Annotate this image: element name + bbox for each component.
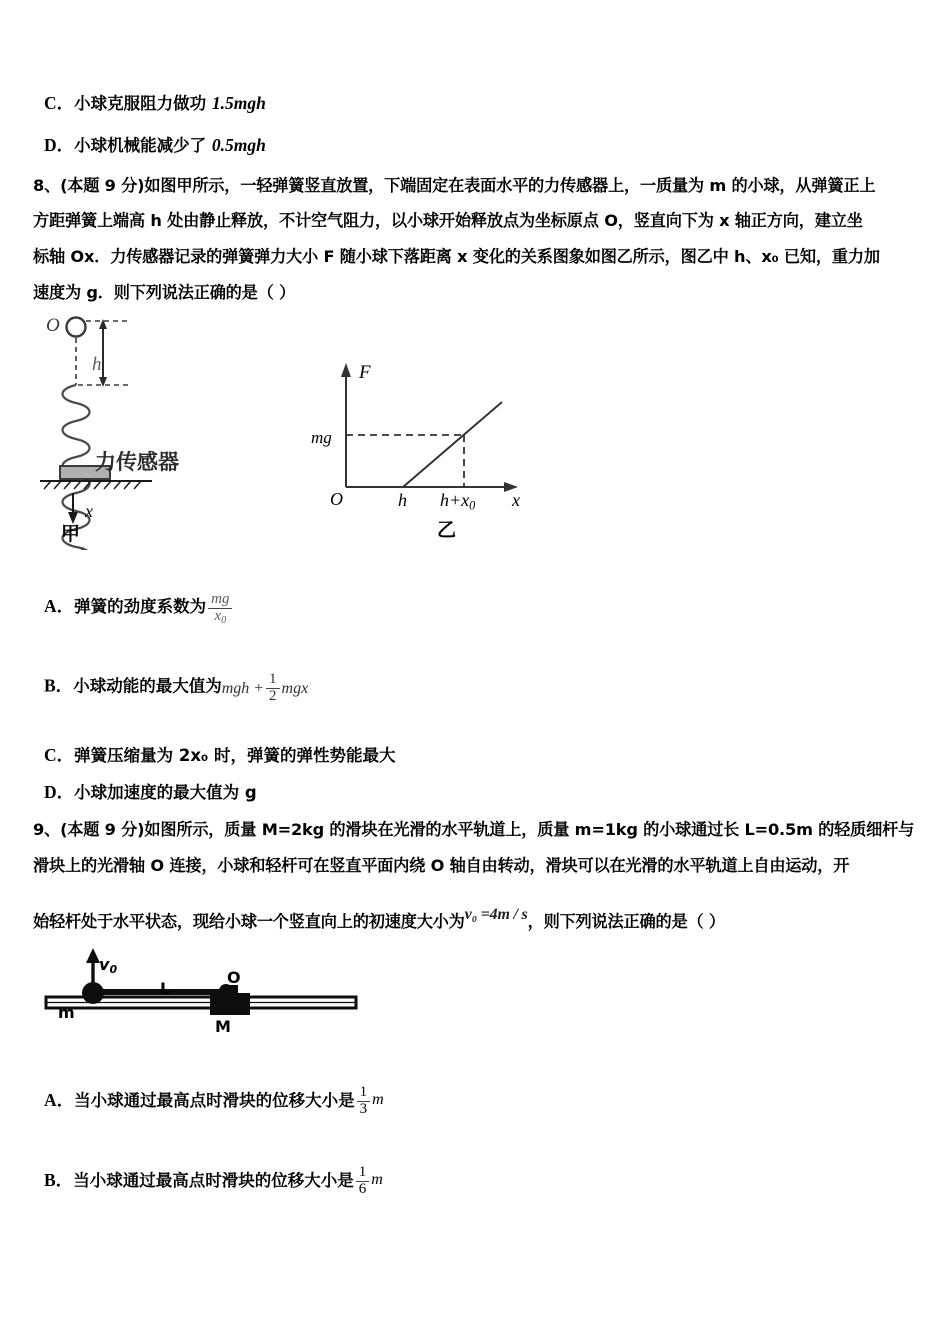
ground-hatching bbox=[44, 481, 141, 489]
option-label: C． bbox=[44, 745, 75, 765]
option-row-9b bbox=[44, 1165, 383, 1198]
ball-circle bbox=[67, 318, 86, 337]
question-8-line-1 bbox=[33, 172, 875, 196]
fraction-one-sixth: $\frac{1}{6}$ bbox=[356, 1165, 370, 1198]
option-formula: 0.5mgh bbox=[211, 135, 266, 155]
figure-block-label-M: M bbox=[215, 1017, 231, 1036]
graph-data-line bbox=[403, 402, 502, 487]
question-8-line-3: 标轴 Ox．力传感器记录的弹簧弹力大小 F 随小球下落距离 x 变化的关系图象如图乙所示，图乙中 h、x₀ 已知，重力加 bbox=[33, 247, 880, 266]
figure-jia-height-label: h bbox=[92, 354, 102, 375]
option-label: D． bbox=[44, 135, 75, 155]
figure-jia-origin-label: O bbox=[46, 315, 60, 336]
option-formula: 1.5mgh bbox=[211, 93, 266, 113]
option-text: 弹簧的劲度系数为 bbox=[74, 596, 207, 616]
question-9-body-post: ，则下列说法正确的是（ ） bbox=[527, 912, 725, 931]
figure-jia-caption: 甲 bbox=[61, 523, 81, 545]
option-row-8b bbox=[44, 672, 308, 705]
option-row-9a bbox=[44, 1085, 384, 1118]
option-row-8d bbox=[44, 779, 257, 806]
option-text: 当小球通过最高点时滑块的位移大小是 bbox=[73, 1170, 354, 1190]
question-8-score: (本题 9 分) bbox=[60, 176, 145, 195]
option-text: 弹簧压缩量为 2x₀ 时，弹簧的弹性势能最大 bbox=[74, 746, 396, 765]
figure-ball-label-m: m bbox=[58, 1003, 75, 1022]
figure-yi-y-axis-label: F bbox=[359, 362, 371, 383]
figure-yi-x-tick-h: h bbox=[398, 490, 407, 510]
figure-yi-origin-label: O bbox=[330, 489, 343, 509]
question-9-score: (本题 9 分) bbox=[60, 820, 145, 839]
option-text: 小球加速度的最大值为 g bbox=[74, 783, 257, 802]
graph-y-arrowhead bbox=[341, 363, 351, 377]
option-text: 小球动能的最大值为 bbox=[73, 676, 222, 696]
option-label: B． bbox=[44, 1169, 74, 1190]
unit-meter: m bbox=[371, 1171, 383, 1189]
figure-yi-x-axis-label: x bbox=[512, 490, 520, 510]
figure-slider-rod-ball bbox=[40, 945, 370, 1035]
fraction-one-half: $\frac{1}{2}$ bbox=[266, 672, 280, 705]
figure-jia-sensor-label: 力传感器 bbox=[95, 450, 179, 474]
fraction-one-third: $\frac{1}{3}$ bbox=[357, 1085, 371, 1118]
option-label: C． bbox=[44, 93, 75, 113]
velocity-arrowhead bbox=[86, 948, 100, 963]
figure-yi-mg-tick-label: mg bbox=[311, 428, 332, 447]
option-text: 当小球通过最高点时滑块的位移大小是 bbox=[74, 1090, 355, 1110]
option-label: D． bbox=[44, 782, 75, 802]
figure-velocity-label: v0 bbox=[99, 955, 118, 976]
question-9-body: 如图所示，质量 M=2kg 的滑块在光滑的水平轨道上，质量 m=1kg 的小球通过长 L=0.5m 的轻质细杆与 bbox=[144, 820, 915, 839]
figure-jia-x-label: x bbox=[85, 501, 93, 521]
expression-kinetic-energy: mgh + $\frac{1}{2}$ mgx bbox=[221, 671, 309, 704]
question-9-number: 9、 bbox=[33, 820, 61, 839]
option-row-prev-d bbox=[44, 132, 266, 159]
question-8-line-4: 速度为 g．则下列说法正确的是（ ） bbox=[33, 283, 296, 302]
option-row-8a bbox=[44, 592, 234, 626]
question-8-line-2: 方距弹簧上端高 h 处由静止释放，不计空气阻力，以小球开始释放点为坐标原点 O，竖直向下为 x 轴正方向，建立坐 bbox=[33, 211, 863, 230]
initial-velocity-formula: v₀ =4m / s bbox=[464, 906, 528, 923]
option-label: A． bbox=[44, 595, 75, 616]
figure-pivot-label-O: O bbox=[227, 968, 241, 987]
unit-meter: m bbox=[372, 1091, 384, 1109]
question-9-line-2: 滑块上的光滑轴 O 连接，小球和轻杆可在竖直平面内绕 O 轴自由转动，滑块可以在光滑的水平轨道上自由运动，开 bbox=[33, 856, 850, 875]
option-row-prev-c bbox=[44, 90, 266, 117]
fraction-mg-over-x0: $\frac{mg}{x_0}$ bbox=[208, 592, 232, 626]
figure-yi-x-tick-hx0: $h+x_0$ bbox=[440, 490, 476, 513]
question-9-line-3 bbox=[33, 906, 725, 932]
option-row-8c bbox=[44, 742, 395, 769]
question-8-body: 如图甲所示，一轻弹簧竖直放置，下端固定在表面水平的力传感器上，一质量为 m 的小球，从弹簧正上 bbox=[144, 176, 876, 195]
option-text: 小球克服阻力做功 bbox=[74, 94, 212, 113]
question-9-line-1 bbox=[33, 816, 914, 840]
question-8-number: 8、 bbox=[33, 176, 61, 195]
option-label: A． bbox=[44, 1089, 75, 1110]
option-text: 小球机械能减少了 bbox=[74, 136, 212, 155]
figure-yi-caption: 乙 bbox=[437, 519, 457, 541]
figure-rod-label-L: L bbox=[160, 979, 171, 998]
question-9-body-pre: 始轻杆处于水平状态，现给小球一个竖直向上的初速度大小为 bbox=[33, 912, 465, 931]
option-label: B． bbox=[44, 675, 74, 696]
